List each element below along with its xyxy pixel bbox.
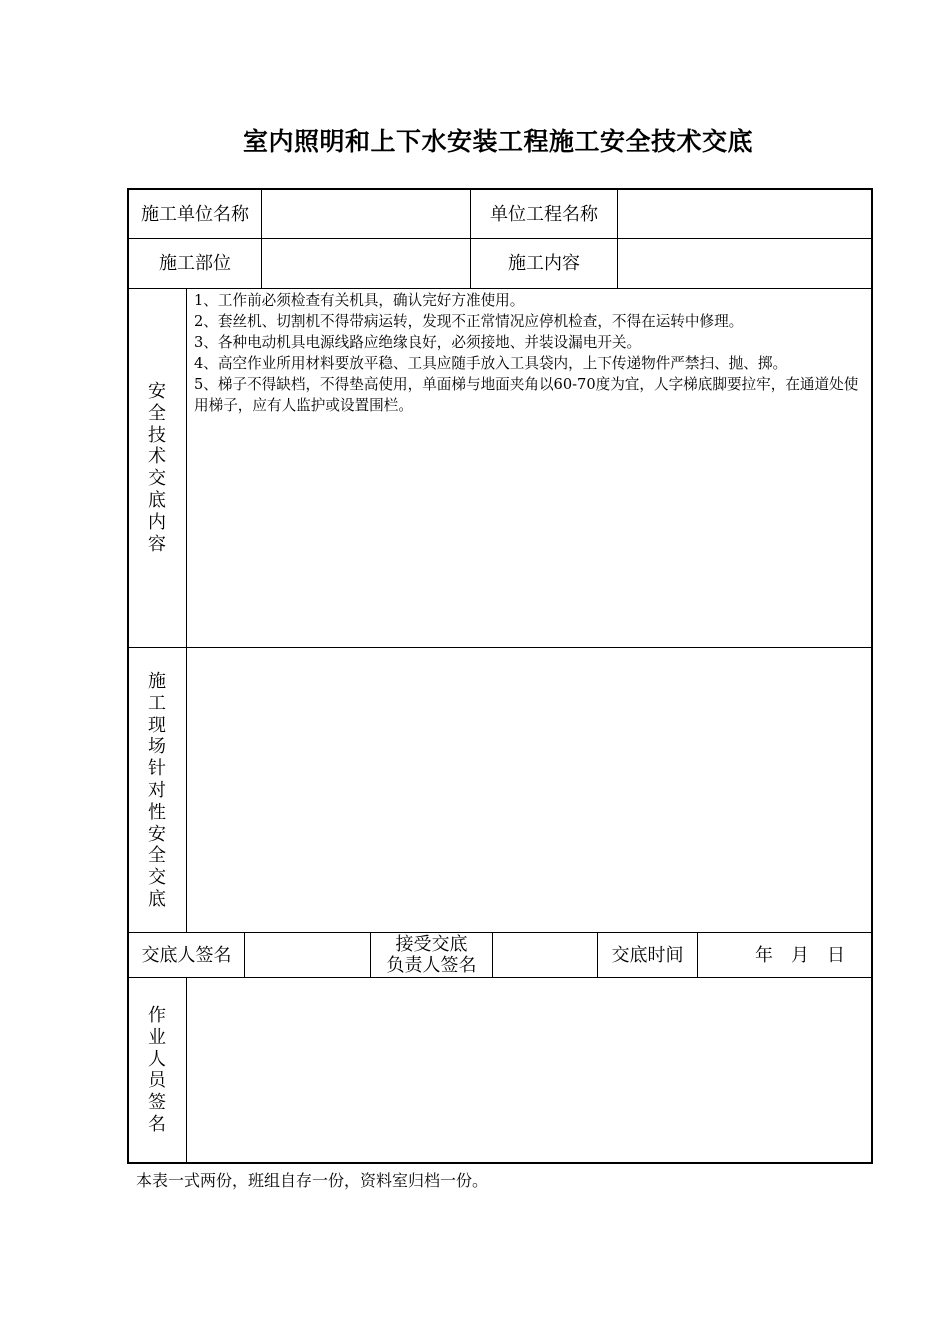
vertical-char: 签 — [148, 1092, 166, 1114]
vertical-char: 全 — [148, 402, 166, 424]
disclosure-time-label: 交底时间 — [611, 944, 684, 966]
giver-signature-label: 交底人签名 — [141, 944, 232, 966]
safety-item: 1、工作前必须检查有关机具，确认完好方准使用。 — [194, 292, 525, 309]
vertical-char: 人 — [148, 1048, 166, 1070]
column-divider — [186, 977, 187, 1163]
safety-item: 5、梯子不得缺档，不得垫高使用，单面梯与地面夹角以60-70度为宜，人字梯底脚要拉牢，在通道处使用梯子，应有人监护或设置围栏。 — [194, 376, 859, 414]
vertical-char: 施 — [148, 671, 166, 692]
receiver-label-line2: 负责人签名 — [386, 955, 477, 976]
workers-signature-area[interactable] — [188, 979, 871, 1162]
vertical-char: 员 — [148, 1070, 166, 1092]
construction-part-label: 施工部位 — [159, 253, 231, 274]
vertical-char: 技 — [148, 424, 166, 446]
vertical-char: 术 — [148, 446, 166, 468]
construction-unit-value[interactable] — [262, 190, 470, 238]
vertical-char: 交 — [148, 867, 166, 889]
giver-signature-field[interactable] — [245, 933, 370, 977]
page-title: 室内照明和上下水安装工程施工安全技术交底 — [242, 127, 753, 156]
project-name-value[interactable] — [618, 190, 871, 238]
disclosure-date-field[interactable]: 年 月 日 — [755, 944, 845, 966]
vertical-char: 针 — [148, 758, 166, 780]
receiver-signature-field[interactable] — [493, 933, 597, 977]
site-disclosure-label — [145, 671, 169, 911]
receiver-signature-label — [371, 933, 492, 977]
construction-part-value[interactable] — [262, 239, 470, 288]
project-name-label: 单位工程名称 — [490, 203, 598, 225]
workers-signature-label — [145, 1005, 169, 1136]
row-divider — [128, 647, 872, 648]
vertical-char: 底 — [148, 888, 166, 910]
construction-content-label: 施工内容 — [508, 253, 580, 274]
vertical-char: 工 — [148, 692, 166, 714]
vertical-char: 安 — [148, 381, 166, 402]
safety-item: 3、各种电动机具电源线路应绝缘良好，必须接地、并装设漏电开关。 — [194, 334, 642, 351]
safety-disclosure-label — [145, 381, 169, 555]
row-divider — [128, 288, 872, 289]
vertical-char: 全 — [148, 845, 166, 867]
vertical-char: 业 — [148, 1026, 166, 1048]
construction-content-value[interactable] — [618, 239, 871, 288]
site-disclosure-content[interactable] — [188, 649, 871, 931]
vertical-char: 交 — [148, 468, 166, 490]
vertical-char: 容 — [148, 533, 166, 555]
row-divider — [128, 977, 872, 978]
safety-item: 2、套丝机、切割机不得带病运转，发现不正常情况应停机检查，不得在运转中修理。 — [194, 313, 744, 330]
receiver-label-line1: 接受交底 — [395, 934, 468, 955]
vertical-char: 安 — [148, 823, 166, 845]
safety-disclosure-content — [194, 290, 870, 416]
vertical-char: 作 — [148, 1005, 166, 1026]
vertical-char: 场 — [148, 736, 166, 758]
vertical-char: 内 — [148, 511, 166, 533]
vertical-char: 现 — [148, 714, 166, 736]
vertical-char: 对 — [148, 779, 166, 801]
vertical-char: 名 — [148, 1113, 166, 1135]
footnote: 本表一式两份，班组自存一份，资料室归档一份。 — [136, 1171, 489, 1190]
vertical-char: 底 — [148, 489, 166, 511]
construction-unit-label: 施工单位名称 — [141, 203, 249, 225]
safety-item: 4、高空作业所用材料要放平稳、工具应随手放入工具袋内，上下传递物件严禁扫、抛、掷。 — [194, 355, 788, 372]
column-divider — [186, 288, 187, 932]
vertical-char: 性 — [148, 801, 166, 823]
